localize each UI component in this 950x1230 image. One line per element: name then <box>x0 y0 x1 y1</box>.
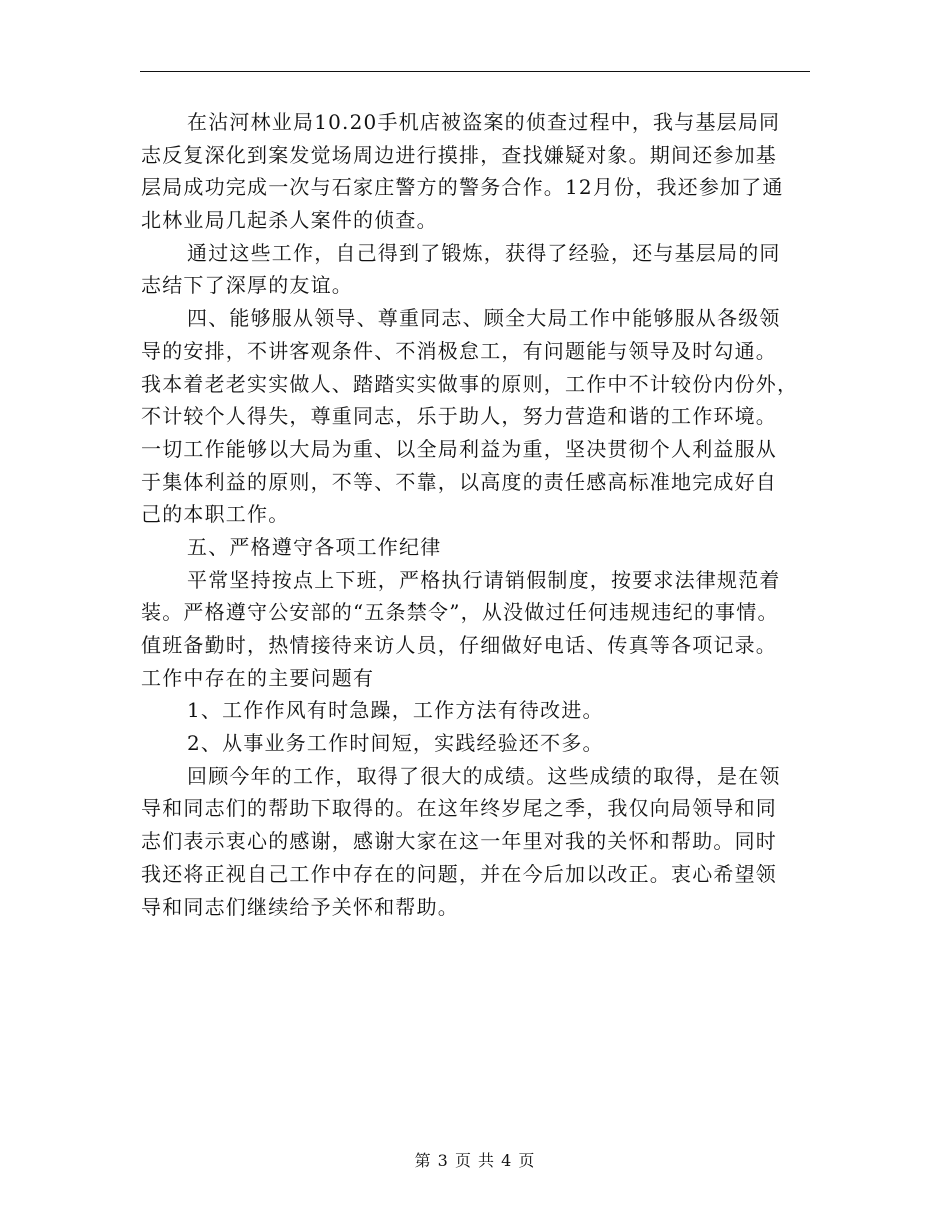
text-line-12: 于集体利益的原则，不等、不靠，以高度的责任感高标准地完成好自 <box>141 469 777 494</box>
text-line-4: 北林业局几起杀人案件的侦查。 <box>141 208 438 233</box>
text-line-9: 我本着老老实实做人、踏踏实实做事的原则，工作中不计较份内份外， <box>141 371 799 396</box>
text-line-18: 工作中存在的主要问题有 <box>141 665 375 690</box>
text-line-24: 我还将正视自己工作中存在的问题，并在今后加以改正。衷心希望领 <box>141 861 777 886</box>
text-line-16: 装。严格遵守公安部的“五条禁令”，从没做过任何违规违纪的事情。 <box>141 600 779 625</box>
section-heading: 五、严格遵守各项工作纪律 <box>187 534 442 559</box>
text-line-1: 在沾河林业局10.20手机店被盗案的侦查过程中，我与基层局同 <box>187 110 781 134</box>
text-line-22: 导和同志们的帮助下取得的。在这年终岁尾之季，我仅向局领导和同 <box>141 796 777 821</box>
text-line-11: 一切工作能够以大局为重、以全局利益为重，坚决贯彻个人利益服从 <box>141 436 777 461</box>
text-line-13: 己的本职工作。 <box>141 502 290 527</box>
text-line-2: 志反复深化到案发觉场周边进行摸排，查找嫌疑对象。期间还参加基 <box>141 142 777 167</box>
text-line-25: 导和同志们继续给予关怀和帮助。 <box>141 894 459 919</box>
problem-item-1: 1、工作作风有时急躁，工作方法有待改进。 <box>187 698 604 723</box>
text-line-10: 不计较个人得失，尊重同志，乐于助人，努力营造和谐的工作环境。 <box>141 404 777 429</box>
text-line-8: 导的安排，不讲客观条件、不消极怠工，有问题能与领导及时勾通。 <box>141 338 777 363</box>
document-body <box>141 106 813 923</box>
text-line-7: 四、能够服从领导、尊重同志、顾全大局工作中能够服从各级领 <box>187 306 781 331</box>
text-line-17: 值班备勤时，热情接待来访人员，仔细做好电话、传真等各项记录。 <box>141 633 777 657</box>
text-line-15: 平常坚持按点上下班，严格执行请销假制度，按要求法律规范着 <box>187 567 781 592</box>
text-line-21: 回顾今年的工作，取得了很大的成绩。这些成绩的取得，是在领 <box>187 763 781 788</box>
problem-item-2: 2、从事业务工作时间短，实践经验还不多。 <box>187 731 604 756</box>
text-line-23: 志们表示衷心的感谢，感谢大家在这一年里对我的关怀和帮助。同时 <box>141 829 777 854</box>
text-line-6: 志结下了深厚的友谊。 <box>141 273 353 298</box>
header-rule <box>140 71 810 72</box>
text-line-3: 层局成功完成一次与石家庄警方的警务合作。12月份，我还参加了通 <box>141 175 784 200</box>
text-line-5: 通过这些工作，自己得到了锻炼，获得了经验，还与基层局的同 <box>187 240 781 265</box>
page-number-footer: 第 3 页 共 4 页 <box>414 1151 536 1170</box>
